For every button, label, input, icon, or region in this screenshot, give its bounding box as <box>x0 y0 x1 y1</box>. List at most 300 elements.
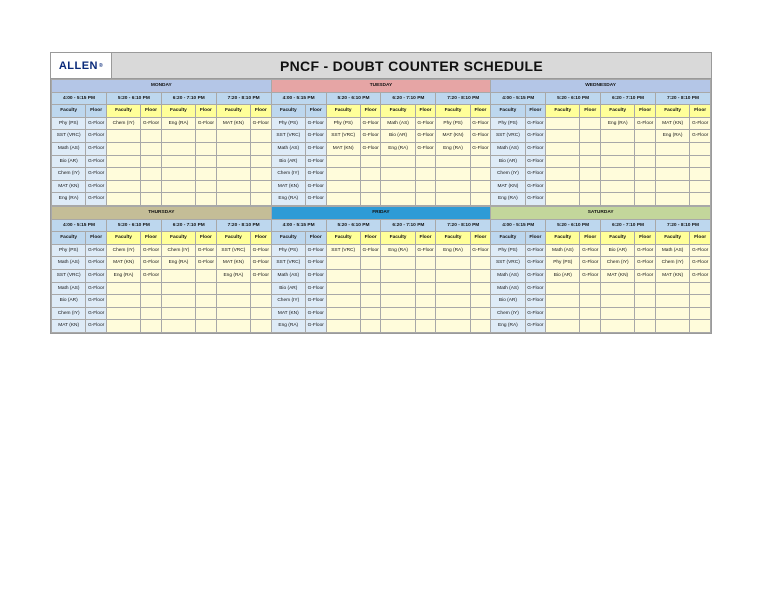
floor-cell <box>635 155 656 168</box>
floor-cell <box>360 168 381 181</box>
faculty-cell <box>326 307 360 320</box>
floor-column-label: Floor <box>690 105 711 118</box>
time-slot: 6:20 - 7:10 PM <box>381 92 436 105</box>
floor-cell: G-Floor <box>635 117 656 130</box>
faculty-cell <box>655 295 689 308</box>
faculty-cell <box>655 307 689 320</box>
faculty-cell <box>601 155 635 168</box>
faculty-cell: Phy (PS) <box>326 117 360 130</box>
floor-cell: G-Floor <box>305 168 326 181</box>
schedule-table <box>51 206 711 333</box>
floor-cell: G-Floor <box>305 257 326 270</box>
floor-cell: G-Floor <box>196 117 217 130</box>
floor-cell: G-Floor <box>415 244 436 257</box>
column-label-row <box>52 105 711 118</box>
floor-cell <box>580 168 601 181</box>
faculty-column-label: Faculty <box>436 105 470 118</box>
time-slot-row <box>52 219 711 232</box>
floor-cell: G-Floor <box>86 257 107 270</box>
floor-column-label: Floor <box>635 105 656 118</box>
faculty-cell: Phy (PS) <box>52 244 86 257</box>
floor-cell: G-Floor <box>86 117 107 130</box>
time-slot: 4:00 - 5:15 PM <box>52 92 107 105</box>
faculty-cell: Math (AS) <box>491 282 525 295</box>
floor-column-label: Floor <box>580 105 601 118</box>
floor-cell: G-Floor <box>470 130 491 143</box>
faculty-cell <box>546 282 580 295</box>
floor-cell <box>251 168 272 181</box>
faculty-cell <box>436 282 470 295</box>
faculty-cell: Phy (PS) <box>491 244 525 257</box>
faculty-cell: Eng (RA) <box>491 193 525 206</box>
time-slot: 7:20 - 8:10 PM <box>655 92 710 105</box>
floor-cell <box>141 168 162 181</box>
faculty-cell <box>436 155 470 168</box>
floor-cell <box>690 307 711 320</box>
faculty-cell <box>381 180 415 193</box>
faculty-cell <box>381 320 415 333</box>
faculty-cell <box>655 180 689 193</box>
floor-column-label: Floor <box>525 105 546 118</box>
faculty-cell <box>161 320 195 333</box>
faculty-cell <box>655 155 689 168</box>
floor-cell <box>251 307 272 320</box>
floor-cell <box>690 193 711 206</box>
day-header: SATURDAY <box>491 206 711 219</box>
faculty-cell: Bio (AR) <box>491 295 525 308</box>
faculty-cell <box>436 193 470 206</box>
floor-cell: G-Floor <box>415 142 436 155</box>
faculty-column-label: Faculty <box>381 232 415 245</box>
table-row <box>52 257 711 270</box>
faculty-cell <box>216 168 250 181</box>
floor-cell: G-Floor <box>470 117 491 130</box>
faculty-cell: Eng (RA) <box>601 117 635 130</box>
faculty-cell <box>161 282 195 295</box>
faculty-cell: MAT (KN) <box>655 269 689 282</box>
floor-cell <box>580 117 601 130</box>
faculty-cell: Eng (RA) <box>271 320 305 333</box>
floor-cell: G-Floor <box>525 282 546 295</box>
time-slot: 5:20 - 6:10 PM <box>106 219 161 232</box>
time-slot: 5:20 - 6:10 PM <box>546 92 601 105</box>
faculty-cell: Eng (RA) <box>161 257 195 270</box>
floor-cell: G-Floor <box>305 307 326 320</box>
floor-cell <box>635 180 656 193</box>
floor-column-label: Floor <box>141 232 162 245</box>
floor-cell: G-Floor <box>86 130 107 143</box>
floor-cell: G-Floor <box>525 244 546 257</box>
faculty-cell: Math (AS) <box>271 269 305 282</box>
faculty-cell <box>601 168 635 181</box>
faculty-cell <box>106 193 140 206</box>
faculty-cell: Eng (RA) <box>436 142 470 155</box>
faculty-cell <box>161 142 195 155</box>
faculty-cell: MAT (KN) <box>52 180 86 193</box>
time-slot-row <box>52 92 711 105</box>
floor-cell <box>580 142 601 155</box>
table-row <box>52 155 711 168</box>
floor-cell <box>580 307 601 320</box>
faculty-cell: Chem (IY) <box>491 307 525 320</box>
faculty-cell: MAT (KN) <box>216 257 250 270</box>
faculty-cell: MAT (KN) <box>271 307 305 320</box>
table-row <box>52 282 711 295</box>
faculty-cell <box>326 193 360 206</box>
time-slot: 6:20 - 7:10 PM <box>601 219 656 232</box>
faculty-cell <box>106 180 140 193</box>
floor-cell <box>196 282 217 295</box>
floor-cell <box>251 295 272 308</box>
floor-cell: G-Floor <box>580 269 601 282</box>
floor-cell <box>196 142 217 155</box>
faculty-cell <box>161 269 195 282</box>
floor-cell <box>580 155 601 168</box>
floor-cell <box>141 307 162 320</box>
faculty-cell <box>655 168 689 181</box>
floor-cell <box>580 295 601 308</box>
floor-cell: G-Floor <box>196 244 217 257</box>
floor-cell: G-Floor <box>86 142 107 155</box>
floor-cell <box>141 155 162 168</box>
floor-cell <box>196 180 217 193</box>
allen-logo <box>51 53 112 78</box>
floor-cell <box>690 142 711 155</box>
faculty-cell: SST (VRC) <box>326 130 360 143</box>
faculty-cell <box>436 257 470 270</box>
floor-cell: G-Floor <box>86 307 107 320</box>
faculty-cell: Chem (IY) <box>161 244 195 257</box>
faculty-cell <box>436 180 470 193</box>
floor-cell <box>580 130 601 143</box>
floor-cell <box>196 168 217 181</box>
floor-cell <box>580 282 601 295</box>
floor-cell <box>251 155 272 168</box>
faculty-cell: SST (VRC) <box>271 257 305 270</box>
schedule-blocks <box>51 79 711 333</box>
faculty-cell: MAT (KN) <box>216 117 250 130</box>
faculty-cell <box>546 142 580 155</box>
floor-cell <box>196 155 217 168</box>
page-title: PNCF - DOUBT COUNTER SCHEDULE <box>279 57 544 74</box>
faculty-cell <box>655 282 689 295</box>
faculty-cell <box>546 117 580 130</box>
faculty-column-label: Faculty <box>271 105 305 118</box>
faculty-cell: MAT (KN) <box>271 180 305 193</box>
floor-cell: G-Floor <box>251 257 272 270</box>
faculty-column-label: Faculty <box>491 105 525 118</box>
faculty-column-label: Faculty <box>216 105 250 118</box>
faculty-cell: MAT (KN) <box>491 180 525 193</box>
day-header: TUESDAY <box>271 80 491 93</box>
time-slot: 5:20 - 6:10 PM <box>326 92 381 105</box>
floor-cell <box>470 180 491 193</box>
time-slot: 4:00 - 5:15 PM <box>491 219 546 232</box>
faculty-cell: Bio (AR) <box>52 295 86 308</box>
faculty-column-label: Faculty <box>52 232 86 245</box>
logo-text: ALLEN <box>58 59 98 72</box>
floor-cell <box>251 320 272 333</box>
floor-cell: G-Floor <box>525 168 546 181</box>
table-row <box>52 117 711 130</box>
faculty-cell: MAT (KN) <box>52 320 86 333</box>
floor-cell <box>415 193 436 206</box>
faculty-cell <box>326 320 360 333</box>
floor-cell <box>141 142 162 155</box>
faculty-column-label: Faculty <box>491 232 525 245</box>
day-header: WEDNESDAY <box>491 80 711 93</box>
floor-cell: G-Floor <box>251 269 272 282</box>
floor-cell: G-Floor <box>690 130 711 143</box>
floor-cell: G-Floor <box>635 269 656 282</box>
floor-cell <box>196 295 217 308</box>
floor-cell <box>690 320 711 333</box>
faculty-cell <box>216 295 250 308</box>
faculty-cell: Eng (RA) <box>216 269 250 282</box>
floor-cell: G-Floor <box>305 180 326 193</box>
floor-cell: G-Floor <box>86 282 107 295</box>
floor-cell <box>415 282 436 295</box>
floor-cell: G-Floor <box>141 117 162 130</box>
faculty-cell <box>601 282 635 295</box>
faculty-cell: Phy (PS) <box>52 117 86 130</box>
floor-cell <box>690 295 711 308</box>
floor-cell <box>415 320 436 333</box>
floor-cell <box>141 180 162 193</box>
faculty-cell: Bio (AR) <box>271 282 305 295</box>
floor-cell <box>470 257 491 270</box>
time-slot: 7:20 - 8:10 PM <box>216 92 271 105</box>
floor-cell: G-Floor <box>251 244 272 257</box>
faculty-cell: Eng (RA) <box>381 244 415 257</box>
floor-column-label: Floor <box>196 232 217 245</box>
floor-cell: G-Floor <box>305 244 326 257</box>
floor-cell: G-Floor <box>86 180 107 193</box>
faculty-cell: Chem (IY) <box>106 117 140 130</box>
day-header: MONDAY <box>52 80 272 93</box>
faculty-cell: Chem (IY) <box>52 168 86 181</box>
floor-cell: G-Floor <box>525 295 546 308</box>
floor-column-label: Floor <box>360 232 381 245</box>
floor-cell <box>580 193 601 206</box>
floor-cell: G-Floor <box>360 130 381 143</box>
faculty-column-label: Faculty <box>52 105 86 118</box>
faculty-cell: Math (AS) <box>491 269 525 282</box>
day-header: FRIDAY <box>271 206 491 219</box>
table-row <box>52 193 711 206</box>
floor-cell <box>415 307 436 320</box>
faculty-cell <box>326 155 360 168</box>
faculty-cell: Chem (IY) <box>52 307 86 320</box>
floor-column-label: Floor <box>251 105 272 118</box>
faculty-cell <box>601 307 635 320</box>
floor-cell: G-Floor <box>86 168 107 181</box>
floor-cell <box>690 168 711 181</box>
faculty-cell <box>381 155 415 168</box>
floor-cell: G-Floor <box>305 142 326 155</box>
faculty-cell: Math (AS) <box>52 257 86 270</box>
faculty-cell: SST (VRC) <box>491 130 525 143</box>
faculty-cell <box>326 282 360 295</box>
floor-cell: G-Floor <box>86 269 107 282</box>
floor-cell <box>470 295 491 308</box>
floor-cell <box>470 282 491 295</box>
faculty-column-label: Faculty <box>655 105 689 118</box>
table-row <box>52 168 711 181</box>
faculty-cell: Eng (RA) <box>161 117 195 130</box>
faculty-cell: Math (AS) <box>546 244 580 257</box>
faculty-cell: Chem (IY) <box>601 257 635 270</box>
faculty-cell: SST (VRC) <box>216 244 250 257</box>
floor-cell: G-Floor <box>360 142 381 155</box>
faculty-cell: Phy (PS) <box>271 244 305 257</box>
floor-cell: G-Floor <box>525 180 546 193</box>
faculty-cell <box>161 307 195 320</box>
floor-cell: G-Floor <box>690 117 711 130</box>
faculty-cell: SST (VRC) <box>271 130 305 143</box>
floor-cell: G-Floor <box>141 244 162 257</box>
table-row <box>52 130 711 143</box>
faculty-cell: Bio (AR) <box>491 155 525 168</box>
faculty-cell <box>601 320 635 333</box>
faculty-cell <box>216 320 250 333</box>
faculty-cell <box>546 168 580 181</box>
table-row <box>52 295 711 308</box>
floor-cell <box>141 282 162 295</box>
floor-cell <box>141 193 162 206</box>
faculty-cell: MAT (KN) <box>601 269 635 282</box>
faculty-cell: Bio (AR) <box>52 155 86 168</box>
faculty-cell: Bio (AR) <box>601 244 635 257</box>
faculty-column-label: Faculty <box>106 105 140 118</box>
table-row <box>52 307 711 320</box>
floor-cell: G-Floor <box>305 282 326 295</box>
faculty-cell: Eng (RA) <box>106 269 140 282</box>
floor-cell <box>415 180 436 193</box>
faculty-cell: Phy (PS) <box>546 257 580 270</box>
faculty-column-label: Faculty <box>546 232 580 245</box>
floor-column-label: Floor <box>141 105 162 118</box>
faculty-cell: Math (AS) <box>381 117 415 130</box>
floor-cell: G-Floor <box>525 155 546 168</box>
floor-column-label: Floor <box>196 105 217 118</box>
faculty-cell: MAT (KN) <box>436 130 470 143</box>
floor-column-label: Floor <box>86 232 107 245</box>
floor-cell <box>635 168 656 181</box>
faculty-cell: Eng (RA) <box>655 130 689 143</box>
floor-column-label: Floor <box>305 232 326 245</box>
title-bar <box>51 53 711 79</box>
floor-cell <box>141 130 162 143</box>
faculty-cell <box>436 168 470 181</box>
faculty-cell <box>655 193 689 206</box>
faculty-cell <box>655 320 689 333</box>
faculty-cell: Eng (RA) <box>491 320 525 333</box>
floor-cell <box>470 168 491 181</box>
table-row <box>52 180 711 193</box>
faculty-cell: Bio (AR) <box>271 155 305 168</box>
floor-cell: G-Floor <box>86 155 107 168</box>
floor-cell: G-Floor <box>305 295 326 308</box>
faculty-cell <box>546 130 580 143</box>
table-row <box>52 320 711 333</box>
faculty-column-label: Faculty <box>216 232 250 245</box>
time-slot: 7:20 - 8:10 PM <box>655 219 710 232</box>
time-slot: 4:00 - 5:15 PM <box>271 219 326 232</box>
faculty-cell: Chem (IY) <box>106 244 140 257</box>
logo-mark: ® <box>98 62 104 69</box>
faculty-cell <box>106 295 140 308</box>
faculty-cell <box>326 257 360 270</box>
table-row <box>52 142 711 155</box>
floor-cell: G-Floor <box>525 117 546 130</box>
faculty-column-label: Faculty <box>161 232 195 245</box>
faculty-column-label: Faculty <box>546 105 580 118</box>
faculty-cell <box>216 193 250 206</box>
faculty-cell <box>436 320 470 333</box>
floor-column-label: Floor <box>690 232 711 245</box>
floor-column-label: Floor <box>470 105 491 118</box>
faculty-cell <box>216 307 250 320</box>
faculty-cell <box>436 269 470 282</box>
faculty-cell <box>381 307 415 320</box>
floor-cell <box>635 307 656 320</box>
floor-cell: G-Floor <box>305 193 326 206</box>
faculty-cell: Bio (AR) <box>546 269 580 282</box>
floor-cell: G-Floor <box>251 117 272 130</box>
faculty-cell <box>436 307 470 320</box>
faculty-cell <box>601 193 635 206</box>
time-slot: 6:20 - 7:10 PM <box>161 92 216 105</box>
time-slot: 4:00 - 5:15 PM <box>491 92 546 105</box>
floor-cell: G-Floor <box>86 193 107 206</box>
time-slot: 4:00 - 5:15 PM <box>52 219 107 232</box>
faculty-column-label: Faculty <box>601 232 635 245</box>
floor-cell: G-Floor <box>635 257 656 270</box>
floor-cell: G-Floor <box>580 257 601 270</box>
floor-cell <box>251 282 272 295</box>
floor-cell: G-Floor <box>525 307 546 320</box>
faculty-cell: Eng (RA) <box>381 142 415 155</box>
floor-cell: G-Floor <box>305 117 326 130</box>
time-slot: 5:20 - 6:10 PM <box>106 92 161 105</box>
floor-cell <box>690 155 711 168</box>
time-slot: 5:20 - 6:10 PM <box>546 219 601 232</box>
faculty-column-label: Faculty <box>271 232 305 245</box>
faculty-column-label: Faculty <box>326 232 360 245</box>
faculty-column-label: Faculty <box>106 232 140 245</box>
faculty-cell <box>106 282 140 295</box>
floor-cell: G-Floor <box>196 257 217 270</box>
faculty-cell: SST (VRC) <box>491 257 525 270</box>
faculty-cell: Bio (AR) <box>381 130 415 143</box>
floor-cell <box>360 180 381 193</box>
faculty-cell <box>381 295 415 308</box>
column-label-row <box>52 232 711 245</box>
faculty-cell <box>546 320 580 333</box>
faculty-cell <box>436 295 470 308</box>
floor-cell <box>196 320 217 333</box>
floor-cell: G-Floor <box>580 244 601 257</box>
faculty-cell: Chem (IY) <box>655 257 689 270</box>
floor-cell <box>251 193 272 206</box>
faculty-cell: MAT (KN) <box>106 257 140 270</box>
floor-cell <box>415 168 436 181</box>
floor-cell <box>196 307 217 320</box>
faculty-cell: SST (VRC) <box>326 244 360 257</box>
floor-cell <box>690 180 711 193</box>
faculty-cell <box>546 155 580 168</box>
